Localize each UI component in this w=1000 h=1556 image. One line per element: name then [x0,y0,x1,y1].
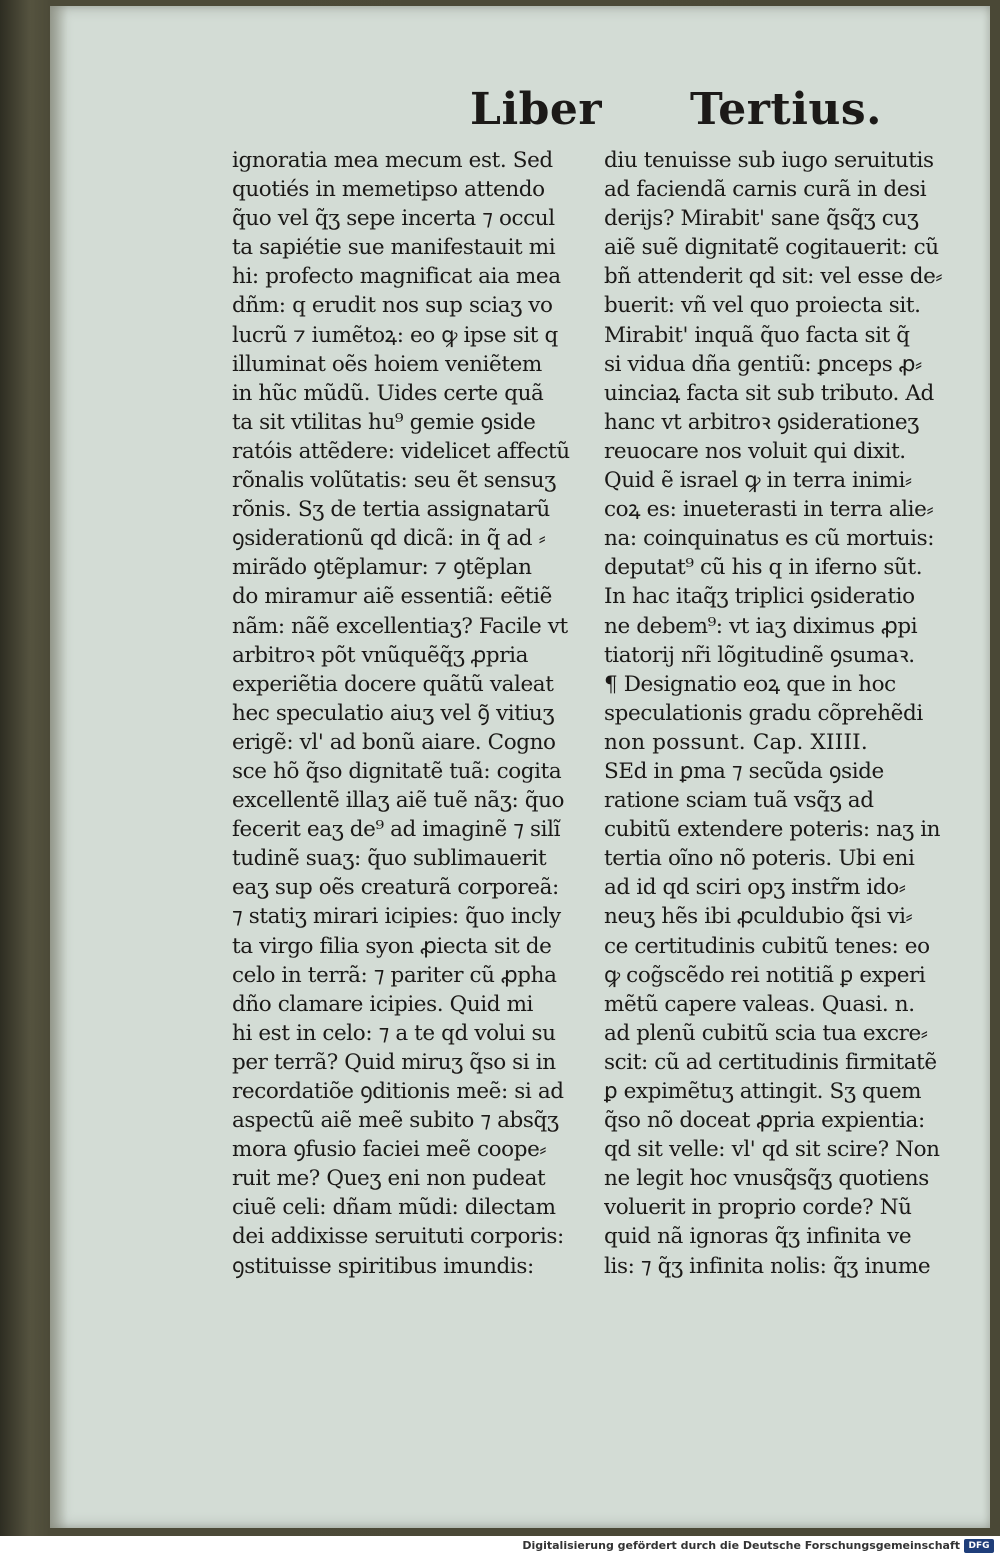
text-line: nãm: nãẽ excellentiaʒ? Facile vt [232,613,568,639]
text-line: dño clamare icipies. Quid mi [232,991,534,1017]
text-line: neuʒ hẽs ibi ꝓculdubio q̃si vi⸗ [604,904,913,930]
text-line: q̃so nõ doceat ꝓpria expientia: [604,1108,925,1134]
text-line: ciuẽ celi: dñam mũdi: dilectam [232,1195,556,1221]
text-line: ꝯsiderationũ qd dicã: in q̃ ad ⸗ [232,526,546,552]
text-line: lucrũ ⁊ iumẽtoꝝ: eo ꝙ ipse sit q [232,322,558,348]
text-line: bñ attenderit qd sit: vel esse de⸗ [604,264,943,290]
text-line: ta sapiétie sue manifestauit mi [232,235,556,261]
text-line: speculationis gradu cõprehẽdi [604,700,923,726]
text-line: ta virgo filia syon ꝓiecta sit de [232,933,552,959]
text-line: tiatorij nr̃i lõgitudinẽ ꝯsumaꝛ. [604,642,915,668]
text-line: ꝑ expimẽtuʒ attingit. Sʒ quem [604,1079,922,1104]
text-line: cubitũ extendere poteris: naʒ in [604,817,941,843]
text-line: dei addixisse seruituti corporis: [232,1224,564,1250]
text-line: coꝝ es: inueterasti in terra alie⸗ [604,497,934,523]
text-line: ⁊ statiʒ mirari icipies: q̃uo incly [232,904,561,930]
text-line: arbitroꝛ põt vnũquẽq̃ʒ ꝓpria [232,642,528,668]
dfg-logo: DFG [964,1539,994,1553]
text-line: voluerit in proprio corde? Nũ [604,1195,912,1221]
text-line: deputat⁹ cũ his q in iferno sũt. [604,555,923,581]
text-line: aspectũ aiẽ meẽ subito ⁊ absq̃ʒ [232,1108,559,1134]
text-line: ratione sciam tuã vsq̃ʒ ad [604,788,874,814]
text-line: tertia oĩno nõ poteris. Ubi eni [604,846,915,872]
text-line: Quid ẽ israel ꝙ in terra inimi⸗ [604,468,912,494]
text-line: per terrã? Quid miruʒ q̃so si in [232,1049,556,1075]
running-head-left: Liber [470,84,603,135]
text-line: q̃uo vel q̃ʒ sepe incerta ⁊ occul [232,206,555,232]
text-line: mirãdo ꝯtẽplamur: ⁊ ꝯtẽplan [232,555,532,581]
text-line: illuminat oẽs hoiem veniẽtem [232,351,542,377]
text-line: mẽtũ capere valeas. Quasi. n. [604,991,915,1017]
text-line: do miramur aiẽ essentiã: eẽtiẽ [232,584,552,610]
text-line: quotiés in memetipso attendo [232,177,545,203]
text-line: ne debem⁹: vt iaʒ diximus ꝓpi [604,613,918,639]
text-line: in hũc mũdũ. Uides certe quã [232,380,544,406]
text-line: In hac itaq̃ʒ triplici ꝯsideratio [604,584,915,610]
text-line: lis: ⁊ q̃ʒ infinita nolis: q̃ʒ inume [604,1253,931,1279]
text-line: ratóis attẽdere: videlicet affectũ [232,438,570,464]
text-column-right [604,146,954,1281]
text-line: hec speculatio aiuʒ vel ꝯ̃ vitiuʒ [232,700,555,726]
text-line: hanc vt arbitroꝛ ꝯsiderationeʒ [604,409,919,435]
text-line: hi est in celo: ⁊ a te qd volui su [232,1020,556,1046]
text-line: dñm: q erudit nos sup sciaʒ vo [232,293,553,319]
text-column-left [232,146,582,1281]
text-line: mora ꝯfusio faciei meẽ coope⸗ [232,1137,547,1163]
text-line: ta sit vtilitas hu⁹ gemie ꝯside [232,409,536,435]
text-line: SEd in ꝑma ⁊ secũda ꝯside [604,758,884,784]
text-line: aiẽ suẽ dignitatẽ cogitauerit: cũ [604,235,939,261]
text-line: quid nã ignoras q̃ʒ infinita ve [604,1224,912,1250]
running-head-right: Tertius. [690,84,882,135]
text-line: experiẽtia docere quãtũ valeat [232,671,554,697]
text-line: qd sit velle: vl' qd sit scire? Non [604,1137,940,1163]
text-line: ruit me? Queʒ eni non pudeat [232,1166,546,1192]
funding-credit: Digitalisierung gefördert durch die Deutsche Forschungsgemeinschaft [522,1539,960,1552]
text-line: diu tenuisse sub iugo seruitutis [604,148,934,173]
text-line: ad faciendã carnis curã in desi [604,177,927,203]
text-line: sce hõ q̃so dignitatẽ tuã: cogita [232,758,562,784]
text-line: uinciaꝝ facta sit sub tributo. Ad [604,380,934,406]
text-line: tudinẽ suaʒ: q̃uo sublimauerit [232,846,547,872]
text-line: excellentẽ illaʒ aiẽ tuẽ nãʒ: q̃uo [232,788,565,814]
text-line: ignoratia mea mecum est. Sed [232,148,553,173]
chapter-heading: non possunt. Cap. XIIII. [604,729,868,755]
text-line: na: coinquinatus es cũ mortuis: [604,526,935,552]
text-line: rõnalis volũtatis: seu ẽt sensuʒ [232,468,556,494]
text-line: ce certitudinis cubitũ tenes: eo [604,933,930,959]
text-line: hi: profecto magnificat aia mea [232,264,561,290]
text-line: fecerit eaʒ de⁹ ad imaginẽ ⁊ silĩ [232,817,561,843]
text-line: ad id qd sciri opʒ instr̃m ido⸗ [604,875,906,901]
text-line: rõnis. Sʒ de tertia assignatarũ [232,497,550,523]
text-line: Mirabit' inquã q̃uo facta sit q̃ [604,322,910,348]
text-line: scit: cũ ad certitudinis firmitatẽ [604,1049,937,1075]
text-line: ne legit hoc vnusq̃sq̃ʒ quotiens [604,1166,929,1192]
footer-bar [0,1536,1000,1556]
text-line: buerit: vñ vel quo proiecta sit. [604,293,921,319]
text-line: celo in terrã: ⁊ pariter cũ ꝓpha [232,962,557,988]
text-line: erigẽ: vl' ad bonũ aiare. Cogno [232,729,556,755]
text-line: si vidua dña gentiũ: ꝑnceps ꝓ⸗ [604,351,922,377]
text-line: ꝯstituisse spiritibus imundis: [232,1253,534,1279]
text-line: ¶ Designatio eoꝝ que in hoc [604,671,896,697]
text-line: reuocare nos voluit qui dixit. [604,438,906,464]
text-line: ad plenũ cubitũ scia tua excre⸗ [604,1020,928,1046]
text-line: ꝙ cog̃scẽdo rei notitiã ꝑ experi [604,962,926,988]
text-line: eaʒ sup oẽs creaturã corporeã: [232,875,559,901]
text-line: recordatiõe ꝯditionis meẽ: si ad [232,1079,564,1104]
text-line: derijs? Mirabit' sane q̃sq̃ʒ cuʒ [604,206,919,232]
